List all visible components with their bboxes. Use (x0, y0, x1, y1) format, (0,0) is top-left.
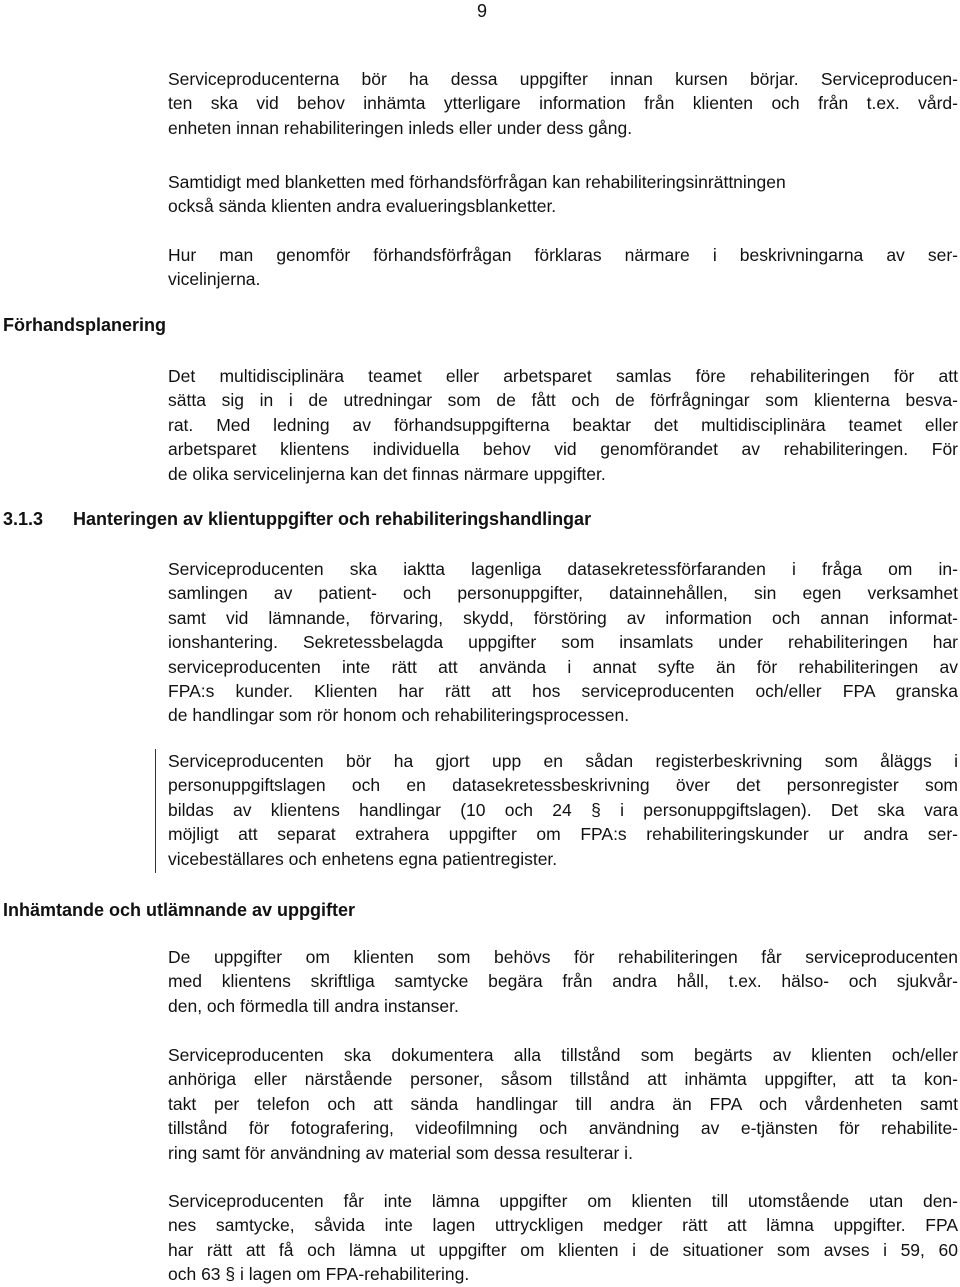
text-line: de olika servicelinjerna kan det finnas närmare uppgifter. (168, 463, 606, 484)
paragraph (168, 557, 958, 728)
text-line: med klientens skriftliga samtycke begära från andra håll, t.ex. hälso- och sjukvår- (168, 971, 958, 992)
text-line: serviceproducenten inte rätt att använda i annat syfte än för rehabiliteringen av (168, 656, 958, 677)
side-heading-inhamtande: Inhämtande och utlämnande av uppgifter (3, 900, 356, 920)
text-line: och 63 § i lagen om FPA-rehabilitering. (168, 1264, 470, 1285)
paragraph (168, 243, 958, 292)
section-number: 3.1.3 (3, 509, 44, 529)
text-line: Serviceproducenten ska dokumentera alla tillstånd som begärts av klienten och/eller (168, 1045, 958, 1065)
side-heading-forhandsplanering: Förhandsplanering (3, 315, 167, 335)
text-line: vicelinjerna. (168, 269, 261, 290)
text-line: möjligt att separat extrahera uppgifter om FPA:s rehabiliteringskunder ur andra ser- (168, 824, 958, 845)
text-line: Serviceproducenterna bör ha dessa uppgifter innan kursen börjar. Serviceproducen- (168, 69, 958, 89)
text-line: samt vid lämnande, förvaring, skydd, förstöring av information och annan informat- (168, 607, 958, 628)
text-line: bildas av klientens handlingar (10 och 24 § i personuppgiftslagen). Det ska vara (168, 799, 958, 820)
paragraph (168, 945, 958, 1018)
text-line: Serviceproducenten bör ha gjort upp en sådan registerbeskrivning som åläggs i (168, 751, 958, 771)
text-line: sätta sig in i de utredningar som de fått och de förfrågningar som klienterna besva- (168, 390, 958, 411)
text-line: vicebeställares och enhetens egna patientregister. (168, 848, 558, 869)
text-line: personuppgiftslagen och en datasekretessbeskrivning över det personregister som (168, 775, 958, 796)
paragraph (168, 749, 958, 871)
paragraph (168, 364, 958, 486)
text-line: också sända klienten andra evalueringsblanketter. (168, 196, 557, 217)
text-line: FPA:s kunder. Klienten har rätt att hos serviceproducenten och/eller FPA granska (168, 681, 958, 702)
text-line: takt per telefon och att sända handlingar till andra än FPA och vårdenheten samt (168, 1093, 958, 1114)
text-line: tillstånd för fotografering, videofilmning och användning av e-tjänsten för rehabilite- (168, 1118, 958, 1139)
text-line: enheten innan rehabiliteringen inleds eller under dess gång. (168, 117, 633, 138)
change-bar (155, 749, 156, 873)
text-line: nes samtycke, såvida inte lagen uttryckligen medger rätt att lämna uppgifter. FPA (168, 1215, 958, 1236)
text-line: Samtidigt med blanketten med förhandsförfrågan kan rehabiliteringsinrättningen (168, 172, 786, 192)
text-line: de handlingar som rör honom och rehabiliteringsprocessen. (168, 705, 630, 726)
text-line: ionshantering. Sekretessbelagda uppgifter som insamlats under rehabiliteringen har (168, 632, 958, 653)
text-line: Serviceproducenten ska iaktta lagenliga datasekretessförfaranden i fråga om in- (168, 559, 958, 579)
text-line: ring samt för användning av material som dessa resulterar i. (168, 1142, 633, 1163)
section-heading (3, 507, 591, 531)
text-line: Hur man genomför förhandsförfrågan förklaras närmare i beskrivningarna av ser- (168, 245, 958, 265)
text-line: Serviceproducenten får inte lämna uppgifter om klienten till utomstående utan den- (168, 1191, 958, 1211)
text-line: De uppgifter om klienten som behövs för rehabiliteringen får serviceproducenten (168, 947, 958, 967)
text-line: samlingen av patient- och personuppgifter, datainnehållen, sin egen verksamhet (168, 583, 958, 604)
paragraph (168, 170, 958, 219)
text-line: arbetsparet klientens individuella behov vid genomförandet av rehabiliteringen. För (168, 439, 958, 460)
text-line: anhöriga eller närstående personer, såsom tillstånd att inhämta uppgifter, att ta kon- (168, 1069, 958, 1090)
paragraph (168, 67, 958, 140)
paragraph (168, 1189, 958, 1287)
text-line: Det multidisciplinära teamet eller arbetsparet samlas före rehabiliteringen för att (168, 366, 958, 386)
page-number: 9 (476, 1, 487, 21)
paragraph (168, 1043, 958, 1165)
text-line: ten ska vid behov inhämta ytterligare information från klienten och från t.ex. vård- (168, 93, 958, 114)
text-line: den, och förmedla till andra instanser. (168, 995, 459, 1016)
text-line: rat. Med ledning av förhandsuppgifterna beaktar det multidisciplinära teamet eller (168, 414, 958, 435)
text-line: har rätt att få och lämna ut uppgifter om klienten i de situationer som avses i 59, 60 (168, 1239, 958, 1260)
section-title: Hanteringen av klientuppgifter och rehabiliteringshandlingar (73, 509, 592, 529)
